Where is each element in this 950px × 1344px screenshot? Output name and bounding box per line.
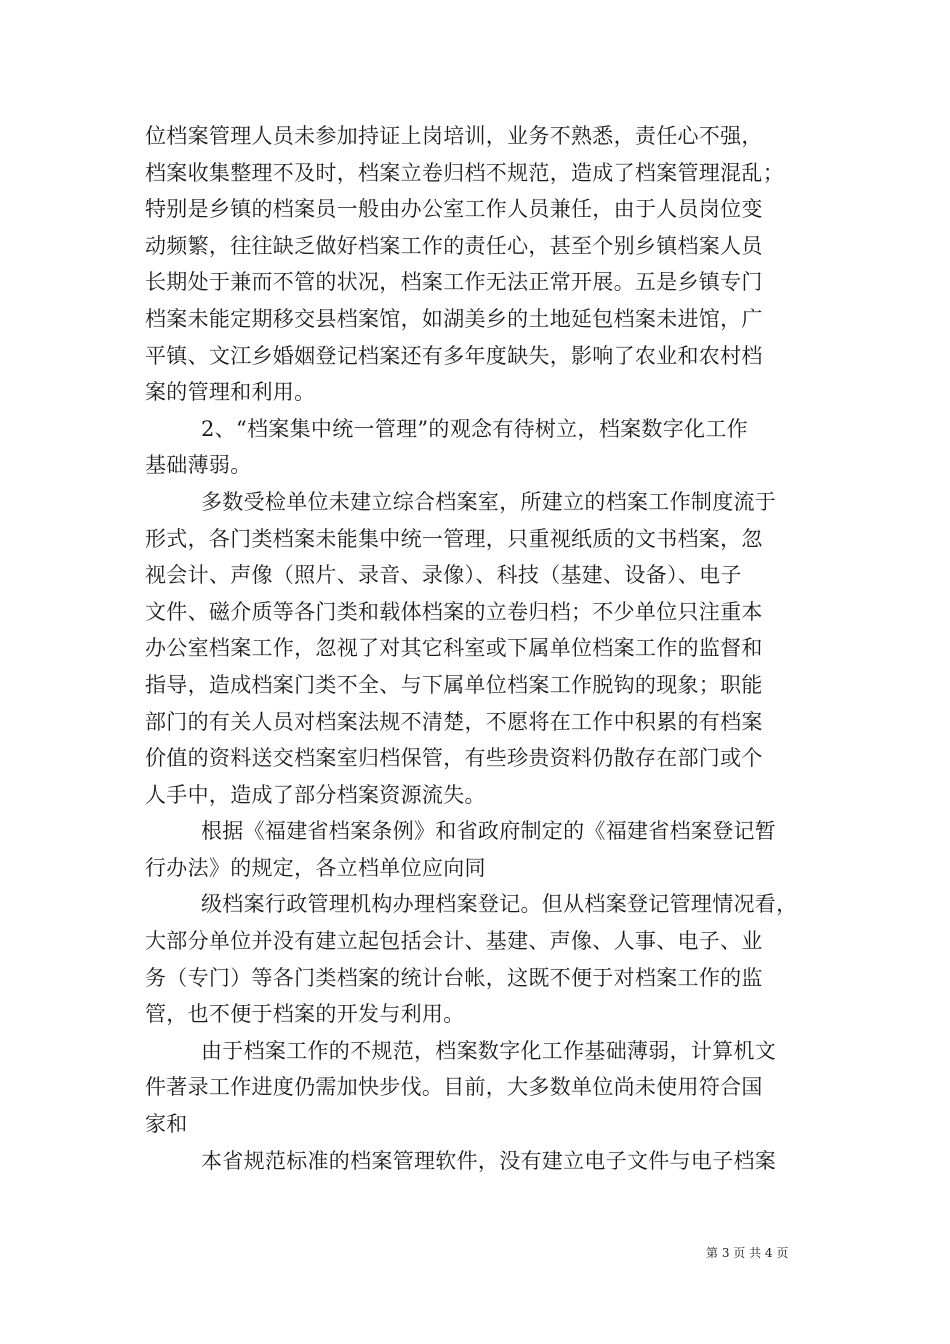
text-line: 基础薄弱。 bbox=[145, 453, 252, 478]
text-line: 文件、磁介质等各门类和载体档案的立卷归档；不少单位只注重本 bbox=[145, 599, 763, 624]
document-body bbox=[145, 118, 813, 1179]
text-line: 长期处于兼而不管的状况，档案工作无法正常开展。五是乡镇专门 bbox=[145, 270, 763, 295]
text-line: 特别是乡镇的档案员一般由办公室工作人员兼任，由于人员岗位变 bbox=[145, 197, 763, 222]
text-line: 视会计、声像（照片、录音、录像）、科技（基建、设备）、电子 bbox=[145, 563, 742, 588]
text-line: 人手中，造成了部分档案资源流失。 bbox=[145, 782, 486, 807]
text-line: 价值的资料送交档案室归档保管，有些珍贵资料仍散存在部门或个 bbox=[145, 746, 763, 771]
text-line: 案的管理和利用。 bbox=[145, 380, 316, 405]
text-line: 由于档案工作的不规范，档案数字化工作基础薄弱，计算机文 bbox=[201, 1038, 777, 1063]
text-line: 务（专门）等各门类档案的统计台帐，这既不便于对档案工作的监 bbox=[145, 965, 763, 990]
text-line: 位档案管理人员未参加持证上岗培训，业务不熟悉，责任心不强， bbox=[145, 124, 763, 148]
text-line: 形式，各门类档案未能集中统一管理，只重视纸质的文书档案，忽 bbox=[145, 526, 763, 551]
text-line: 指导，造成档案门类不全、与下属单位档案工作脱钩的现象；职能 bbox=[145, 672, 763, 697]
text-line: 本省规范标准的档案管理软件，没有建立电子文件与电子档案 bbox=[201, 1148, 777, 1173]
text-line: 部门的有关人员对档案法规不清楚，不愿将在工作中积累的有档案 bbox=[145, 709, 763, 734]
text-line: 管，也不便于档案的开发与利用。 bbox=[145, 1002, 465, 1027]
text-line: 大部分单位并没有建立起包括会计、基建、声像、人事、电子、业 bbox=[145, 929, 763, 954]
text-line: 根据《福建省档案条例》和省政府制定的《福建省档案登记暂 bbox=[201, 819, 777, 844]
text-line: 2、“档案集中统一管理”的观念有待树立，档案数字化工作 bbox=[201, 416, 748, 441]
text-line: 办公室档案工作，忽视了对其它科室或下属单位档案工作的监督和 bbox=[145, 636, 763, 661]
text-line: 平镇、文江乡婚姻登记档案还有多年度缺失，影响了农业和农村档 bbox=[145, 343, 763, 368]
page-number: 第 3 页 共 4 页 bbox=[706, 1246, 789, 1260]
text-line: 档案收集整理不及时，档案立卷归档不规范，造成了档案管理混乱； bbox=[145, 160, 784, 185]
text-line: 多数受检单位未建立综合档案室，所建立的档案工作制度流于 bbox=[201, 489, 777, 514]
text-line: 件著录工作进度仍需加快步伐。目前，大多数单位尚未使用符合国 bbox=[145, 1075, 763, 1100]
text-line: 动频繁，往往缺乏做好档案工作的责任心，甚至个别乡镇档案人员 bbox=[145, 233, 763, 258]
text-line: 行办法》的规定，各立档单位应向同 bbox=[145, 855, 486, 880]
text-line: 级档案行政管理机构办理档案登记。但从档案登记管理情况看， bbox=[201, 892, 798, 917]
text-line: 档案未能定期移交县档案馆，如湖美乡的土地延包档案未进馆，广 bbox=[145, 306, 763, 331]
text-line: 家和 bbox=[145, 1112, 188, 1137]
